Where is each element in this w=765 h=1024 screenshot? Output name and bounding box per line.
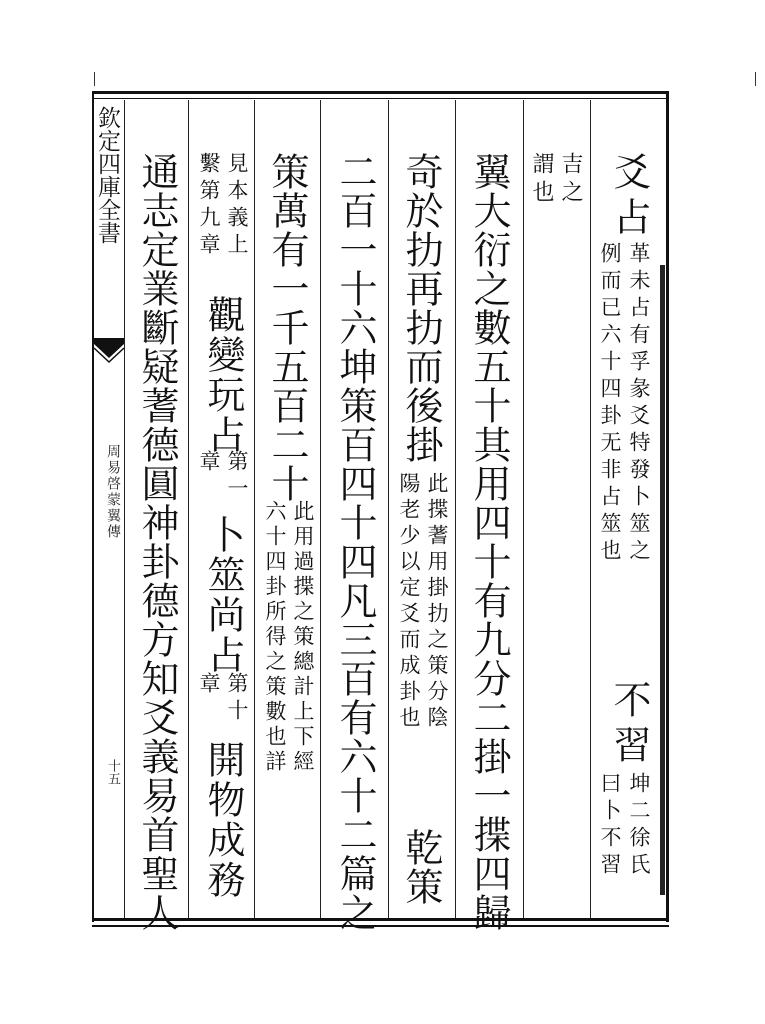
column-rule [455, 100, 456, 918]
annotation-text: 曰卜不習 [598, 772, 622, 880]
frame-top-rule-thin [92, 98, 669, 99]
margin-subtitle: 周易啓蒙翼傳 [105, 444, 121, 540]
main-text: 觀變玩占 [201, 295, 245, 455]
main-text: 開物成務 [201, 740, 245, 900]
column-rule [320, 100, 321, 918]
annotation-text: 繫第九章 [197, 152, 221, 260]
frame-top-rule [92, 91, 669, 94]
annotation-text: 革未占有孚彖爻特發卜筮之 [627, 242, 651, 566]
annotation-text: 章 [197, 450, 221, 477]
main-text: 卜筮尚占 [201, 515, 245, 675]
main-text: 不習 [607, 680, 651, 770]
column-rule [388, 100, 389, 918]
annotation-text: 陽老少以定爻而成卦也 [397, 472, 421, 732]
fishtail-mark-icon [94, 338, 124, 372]
annotation-text: 此用過揲之策總計上下經 [291, 500, 315, 775]
column-rule [254, 100, 255, 918]
annotation-text: 章 [197, 672, 221, 699]
main-text: 謂也 [529, 152, 554, 208]
main-text: 乾策 [399, 828, 443, 906]
main-text: 爻占 [607, 152, 651, 242]
frame-right-rule [666, 94, 669, 922]
column-rule [523, 100, 524, 918]
annotation-text: 第一 [225, 450, 249, 504]
tick-mark [755, 72, 756, 86]
annotation-text: 見本義上 [225, 152, 249, 260]
column-rule [188, 100, 189, 918]
annotation-text: 六十四卦所得之策數也詳 [263, 500, 287, 775]
main-text: 奇於扐再扐而後掛 [399, 152, 443, 464]
annotation-text: 此揲蓍用掛扐之策分陰 [425, 472, 449, 732]
annotation-text: 坤二徐氏 [627, 772, 651, 880]
main-text: 翼大衍之數五十其用四十有九分二掛一揲四歸 [467, 152, 511, 932]
main-text: 通志定業斷疑蓍德圓神卦德方知爻義易首聖人 [135, 152, 179, 932]
main-text: 策萬有一千五百二十 [265, 152, 309, 503]
column-rule [590, 100, 591, 918]
tick-mark [94, 72, 95, 86]
annotation-text: 例而已六十四卦无非占筮也 [598, 242, 622, 566]
column-rule [124, 100, 125, 918]
main-text: 二百一十六坤策百四十四凡三百有六十二篇之 [333, 152, 377, 932]
column-heavy-rule [660, 265, 665, 895]
annotation-text: 第十 [225, 672, 249, 726]
main-text: 吉之 [558, 152, 583, 208]
page-number: 十五 [105, 759, 120, 785]
margin-title: 欽定四庫全書 [94, 106, 120, 244]
